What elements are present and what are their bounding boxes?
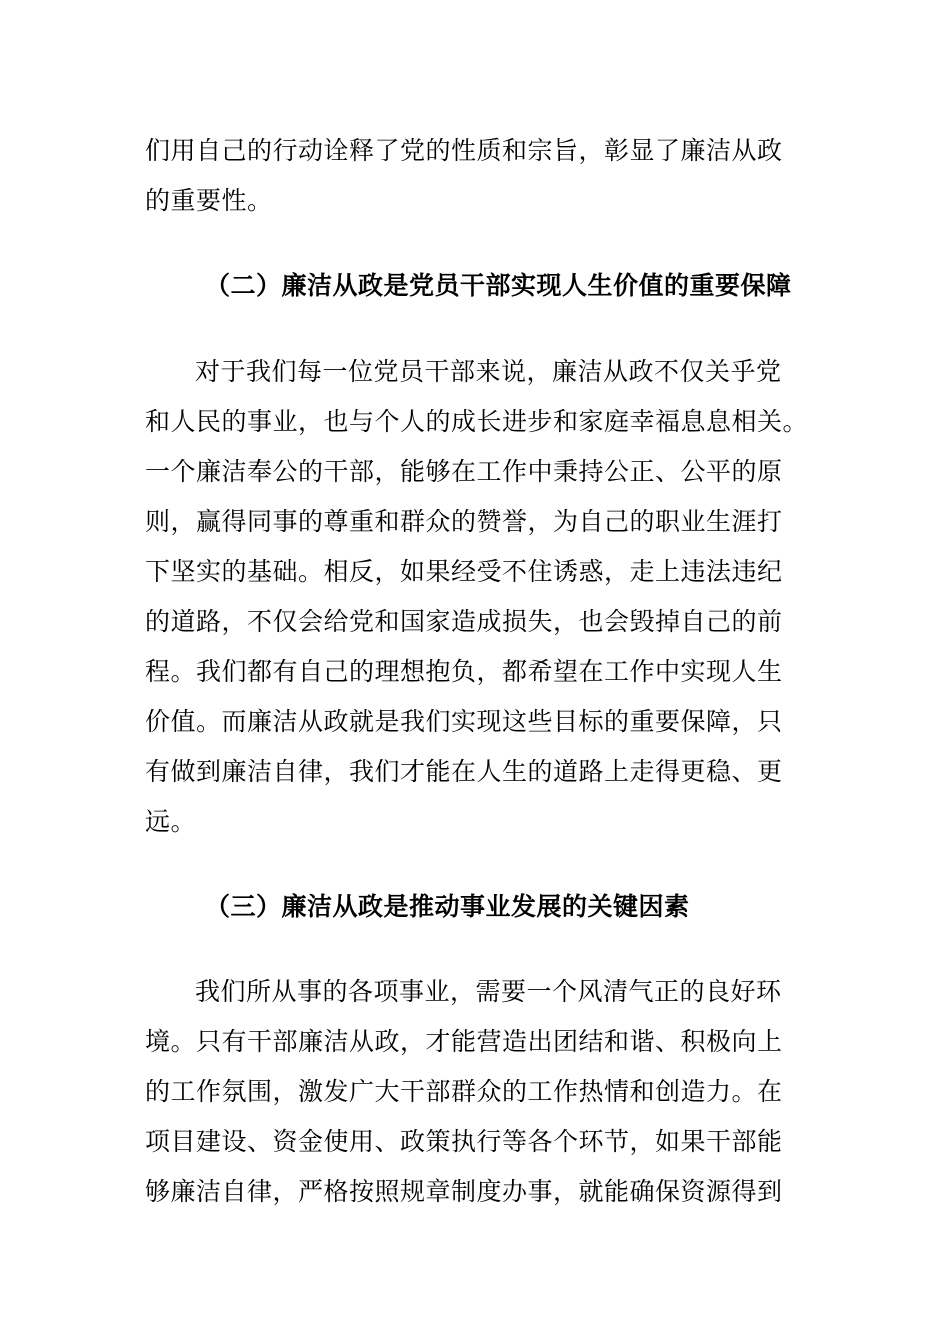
section-heading-2: （二）廉洁从政是党员干部实现人生价值的重要保障 <box>205 271 792 300</box>
section-heading-3: （三）廉洁从政是推动事业发展的关键因素 <box>205 892 690 921</box>
paragraph-line: 的工作氛围，激发广大干部群众的工作热情和创造力。在 <box>145 1077 783 1106</box>
paragraph-line: 的道路，不仅会给党和国家造成损失，也会毁掉自己的前 <box>145 607 783 636</box>
paragraph-line: 的重要性。 <box>145 186 273 215</box>
paragraph-line: 境。只有干部廉洁从政，才能营造出团结和谐、积极向上 <box>145 1027 783 1056</box>
paragraph-line: 下坚实的基础。相反，如果经受不住诱惑，走上违法违纪 <box>145 557 783 586</box>
paragraph-line: 价值。而廉洁从政就是我们实现这些目标的重要保障，只 <box>145 707 783 736</box>
paragraph-line: 和人民的事业，也与个人的成长进步和家庭幸福息息相关。 <box>145 407 809 436</box>
paragraph-line: 我们所从事的各项事业，需要一个风清气正的良好环 <box>195 977 782 1006</box>
paragraph-line: 们用自己的行动诠释了党的性质和宗旨，彰显了廉洁从政 <box>145 136 783 165</box>
paragraph-line: 项目建设、资金使用、政策执行等各个环节，如果干部能 <box>145 1127 783 1156</box>
paragraph-line: 够廉洁自律，严格按照规章制度办事，就能确保资源得到 <box>145 1177 783 1206</box>
paragraph-line: 一个廉洁奉公的干部，能够在工作中秉持公正、公平的原 <box>145 457 783 486</box>
paragraph-line: 有做到廉洁自律，我们才能在人生的道路上走得更稳、更 <box>145 757 783 786</box>
paragraph-line: 对于我们每一位党员干部来说，廉洁从政不仅关乎党 <box>195 357 782 386</box>
paragraph-line: 程。我们都有自己的理想抱负，都希望在工作中实现人生 <box>145 657 783 686</box>
paragraph-line: 则，赢得同事的尊重和群众的赞誉，为自己的职业生涯打 <box>145 507 783 536</box>
paragraph-line: 远。 <box>145 807 197 836</box>
